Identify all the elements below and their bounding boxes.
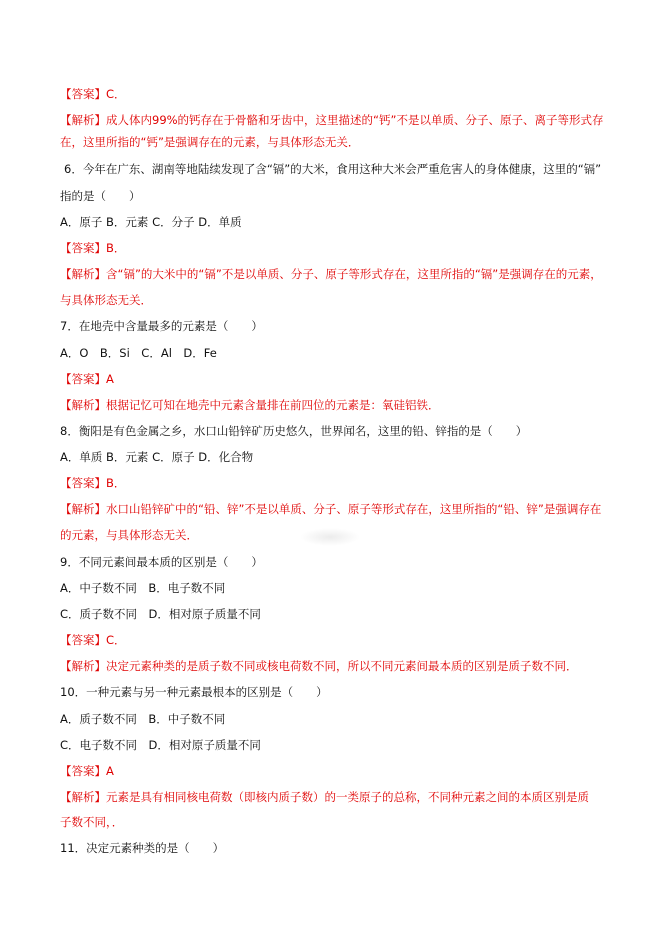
analysis-9: 【解析】决定元素种类的是质子数不同或核电荷数不同，所以不同元素间最本质的区别是质子数不同． — [60, 659, 578, 673]
analysis-8-line-2: 的元素，与具体形态无关． — [60, 528, 198, 542]
analysis-5-line-2: 在，这里所指的“钙”是强调存在的元素，与具体形态无关． — [60, 135, 360, 149]
question-10-options-line-1: A．质子数不同 B．中子数不同 — [60, 712, 226, 726]
answer-7: 【答案】A — [60, 372, 114, 386]
question-9-options-line-1: A．中子数不同 B．电子数不同 — [60, 581, 226, 595]
analysis-6-line-2: 与具体形态无关． — [60, 293, 152, 307]
analysis-5-line-1: 【解析】成人体内99%的钙存在于骨骼和牙齿中，这里描述的“钙”不是以单质、分子、原子、离子等形式存 — [60, 113, 604, 127]
answer-6: 【答案】B． — [60, 241, 126, 255]
analysis-6-line-1: 【解析】含“镉”的大米中的“镉”不是以单质、分子、原子等形式存在，这里所指的“镉”是强调存在的元素， — [60, 267, 602, 281]
question-6-stem-line-1: 6．今年在广东、湖南等地陆续发现了含“镉”的大米，食用这种大米会严重危害人的身体健康，这里的“镉” — [64, 162, 602, 176]
question-9-stem: 9．不同元素间最本质的区别是（ ） — [60, 555, 263, 569]
question-6-options: A．原子 B．元素 C．分子 D．单质 — [60, 215, 242, 229]
answer-10: 【答案】A — [60, 764, 114, 778]
answer-9: 【答案】C． — [60, 633, 126, 647]
question-7-stem: 7．在地壳中含量最多的元素是（ ） — [60, 319, 263, 333]
analysis-10-line-2: 子数不同，． — [60, 815, 124, 829]
analysis-10-line-1: 【解析】元素是具有相同核电荷数（即核内质子数）的一类原子的总称，不同种元素之间的本质区别是质 — [60, 790, 589, 804]
question-11-stem: 11．决定元素种类的是（ ） — [60, 841, 225, 855]
question-8-stem: 8．衡阳是有色金属之乡，水口山铅锌矿历史悠久，世界闻名，这里的铅、锌指的是（ ） — [60, 424, 528, 438]
question-10-options-line-2: C．电子数不同 D．相对原子质量不同 — [60, 738, 261, 752]
analysis-7: 【解析】根据记忆可知在地壳中元素含量排在前四位的元素是：氧硅铝铁． — [60, 398, 440, 412]
answer-8: 【答案】B． — [60, 476, 126, 490]
question-10-stem: 10．一种元素与另一种元素最根本的区别是（ ） — [60, 685, 328, 699]
question-8-options: A．单质 B．元素 C．原子 D．化合物 — [60, 450, 254, 464]
question-7-options: A．O B．Si C．Al D．Fe — [60, 346, 217, 360]
question-9-options-line-2: C．质子数不同 D．相对原子质量不同 — [60, 607, 261, 621]
question-6-stem-line-2: 指的是（ ） — [60, 189, 141, 203]
answer-5: 【答案】C． — [60, 87, 126, 101]
analysis-8-line-1: 【解析】水口山铅锌矿中的“铅、锌”不是以单质、分子、原子等形式存在，这里所指的“铅、锌”是强调存在 — [60, 502, 602, 516]
